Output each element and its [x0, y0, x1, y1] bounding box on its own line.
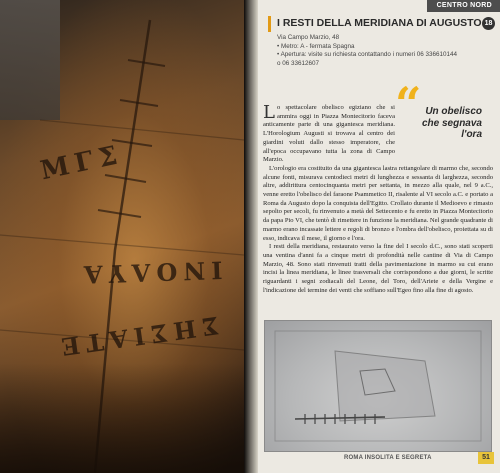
- bronze-inscription-upper: ΜΓΣ: [37, 139, 126, 187]
- address-line: Via Campo Marzio, 48: [277, 34, 340, 41]
- text-page: [258, 0, 500, 473]
- entry-title: I RESTI DELLA MERIDIANA DI AUGUSTO: [277, 17, 482, 29]
- paragraph-intro: [263, 104, 395, 165]
- article-body: [263, 104, 493, 319]
- section-tab: CENTRO NORD: [427, 0, 500, 12]
- paragraph-intro-text: o spettacolare obelisco egiziano che si ammira oggi in Piazza Montecitorio faceva anticamente parte di una gigantesca meridiana. L'Horologium Augusti si trovava al centro dei giardini voluti dallo stesso imperatore, che all'epoca occupavano tutta la zona di Campo Marzio.: [263, 104, 395, 164]
- floor-photograph: [0, 0, 244, 473]
- book-footer-title: ROMA INSOLITA E SEGRETA: [344, 455, 432, 461]
- book-gutter: [244, 0, 258, 473]
- entry-number-badge: 18: [482, 17, 495, 30]
- photo-shadow: [0, 363, 244, 473]
- meridian-remains-drawing: [265, 321, 491, 451]
- meridian-remains-photo: [264, 320, 492, 452]
- practical-info: [277, 34, 482, 68]
- paragraph-body: L'orologio era costituito da una gigantesca lastra rettangolare di marmo che, secondo alcune fonti, misurava centodieci metri di lunghezza e sessanta di larghezza, secondo altre, addirittura centocinquanta metri per settanta, in mezzo alla quale, nel 9 a.C., venne eretto l'obelisco del faraone Psammetico II, risalente al VI secolo a.C. e portato a Roma da Augusto dopo la conquista dell'Egitto. Crollato durante il Medioevo e rimasto sepolto per secoli, fu rinvenuto a metà del Settecento e fu eretto in Piazza Montecitorio da papa Pio VI, che tentò di rimettere in funzione la meridiana. Nel grande quadrante di marmo erano incassate lettere e regoli di bronzo e l'ombra dell'obelisco, proiettata su di esso, indicava il mese, il giorno e l'ora.: [263, 164, 493, 242]
- page-number: 51: [478, 452, 494, 464]
- paragraph-body: I resti della meridiana, restaurato verso la fine del I secolo d.C., sono stati scoperti una ventina d'anni fa a cinque metri di profondità nelle cantine di Via di Campo Marzio, 48. Sono stati rinvenuti tratti della pavimentazione in marmo su cui erano incisi la linea meridiana, le linee trasversali che corrispondono a due giorni, le scritte riguardanti i segni zodiacali del Leone, del Toro, dell'Ariete e della Vergine e l'indicazione del termine dei venti che soffiano sull'Egeo fino alla fine di agosto.: [263, 243, 493, 294]
- bronze-inscription-bottom: ΣΗΣΙΑΤΕ: [53, 310, 221, 363]
- quote-mark-icon: “: [395, 77, 422, 131]
- title-bar: [268, 16, 493, 32]
- callout-heading: Un obelisco che segnava l'ora: [421, 106, 482, 140]
- drop-cap: L: [263, 104, 275, 123]
- opening-line: • Apertura: visite su richiesta contattando i numeri 06 336610144: [277, 51, 458, 59]
- metro-line: • Metro: A - fermata Spagna: [277, 42, 355, 50]
- opening-line-2: o 06 33612607: [277, 59, 320, 67]
- bronze-inscription-lower: ΙΝΟΛΥΑ: [77, 255, 223, 290]
